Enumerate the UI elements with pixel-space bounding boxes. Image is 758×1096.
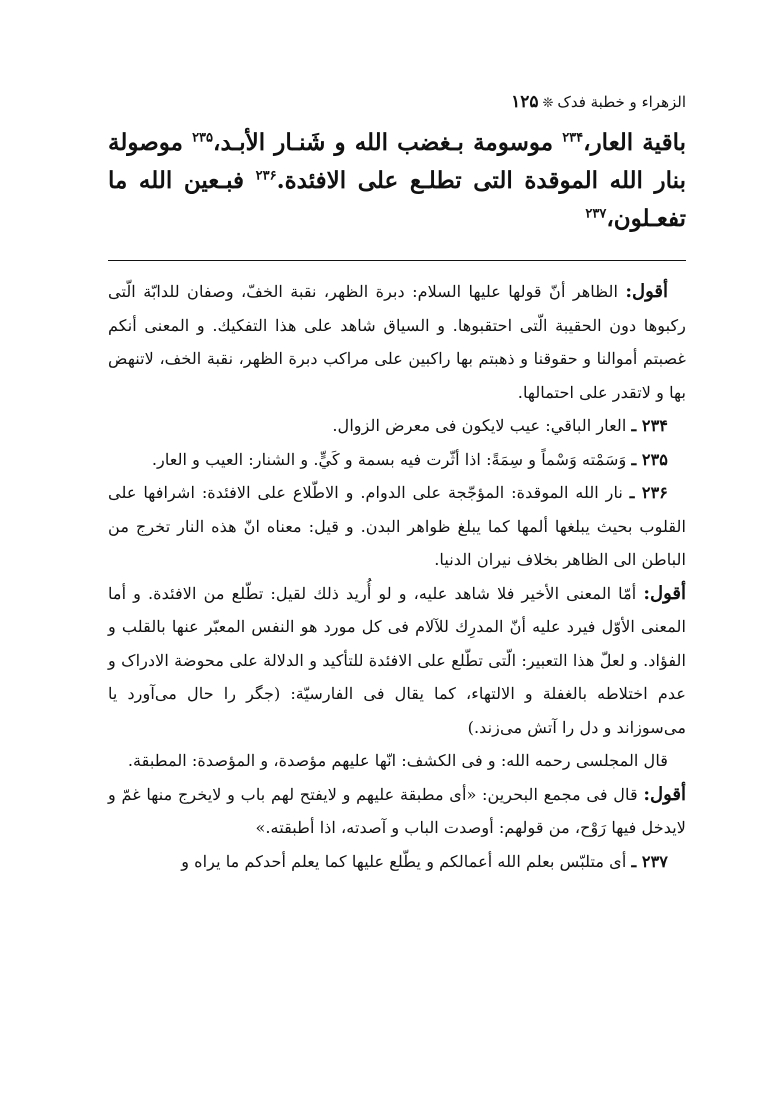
book-page (108, 92, 686, 878)
note-paragraph (108, 744, 686, 778)
note-keyword: أقول: (643, 783, 686, 805)
note-paragraph (108, 476, 686, 577)
note-number: ۲۳۵ ـ (631, 449, 668, 469)
note-paragraph (108, 443, 686, 477)
note-paragraph (108, 577, 686, 745)
running-header (108, 92, 686, 116)
note-text: أمّا المعنى الأخير فلا شاهد عليه، و لو أُريد ذلك لقيل: تطّلع من الافئدة. و أما المعنى الأوّل فيرد عليه أنّ المدرِك للآلام فى كل مورد هو النفس المعبّر عنها بالقلب و الفؤاد. و لعلّ هذا التعبير: الّتى تطّلع على الافئدة للتأكيد و الدلالة على محوضة الادراک و عدم اختلاطه بالغفلة و الالتهاء، كما يقال فى الفارسيّة: (جگر را حال مى‌آورد يا مى‌سوزاند و دل را آتش مى‌زند.) (108, 583, 686, 737)
footnote-divider (108, 260, 686, 261)
note-keyword: أقول: (625, 281, 668, 302)
page-number: ۱۲۵ (511, 92, 539, 112)
note-text: قال فى مجمع البحرين: «أى مطبقة عليهم و لايفتح لهم باب و لايخرج منها غمّ و لايدخل فيها رَوْح، من قولهم: أوصدت الباب و آصدته، اذا أطبقته.» (108, 784, 686, 837)
note-keyword: أقول: (643, 582, 686, 604)
note-text: وَسَمْته وَسْماً و سِمَةً: اذا أثّرت فيه بسمة و كَيٍّ. و الشنار: العيب و العار. (151, 449, 627, 469)
main-text-segment: موصولة بنار الله الموقدة التى تطلـع على الافئدة. (108, 129, 686, 194)
book-title: الزهراء و خطبة فدک (557, 93, 686, 111)
footnote-ref: ۲۳۵ (192, 130, 214, 146)
main-text-segment: فبـعين الله ما تفعـلون، (108, 167, 686, 232)
main-text-segment: باقية العار، (583, 129, 686, 156)
main-text (108, 124, 686, 238)
note-text: الظاهر أنّ قولها عليها السلام: دبرة الظهر، نقبة الخفّ، وصفان للدابّة الّتى ركبوها دون الحقيبة الّتى احتقبوها. و السياق شاهد على هذا التفكيك. و المعنى أنكم غصبتم أموالنا و حقوقنا و ذهبتم بها راكبين على مراكب دبرة الظهر، نقبة الخف، لاتنهض بها و لاتقدر على احتمالها. (108, 282, 686, 402)
note-number: ۲۳۶ ـ (629, 483, 668, 502)
note-text: نار الله الموقدة: المؤجّجة على الدوام. و الاطّلاع على الافئدة: اشرافها على القلوب بحيث يبلغها ألمها كما يبلغ ظواهر البدن. و قيل: معناه انّ هذه النار تخرج من الباطن الى الظاهر بخلاف نيران الدنيا. (108, 483, 686, 569)
note-text: أى متلبّس بعلم الله أعمالكم و يطّلع عليها كما يعلم أحدكم ما يراه و (181, 851, 627, 871)
footnotes (108, 275, 686, 878)
footnote-ref: ۲۳۶ (255, 168, 277, 184)
separator-ornament: ❊ (542, 96, 554, 111)
note-paragraph (108, 409, 686, 443)
footnote-ref: ۲۳۷ (585, 206, 607, 222)
note-paragraph (108, 845, 686, 879)
main-text-segment: موسومة بـغضب الله و شَنـار الأبـد، (213, 129, 554, 156)
note-number: ۲۳۷ ـ (631, 851, 668, 871)
note-text: قال المجلسى رحمه الله: و فى الكشف: انّها عليهم مؤصدة، و المؤصدة: المطبقة. (127, 751, 668, 770)
note-paragraph (108, 275, 686, 409)
footnote-ref: ۲۳۴ (562, 130, 584, 146)
note-number: ۲۳۴ ـ (631, 416, 668, 435)
note-paragraph (108, 778, 686, 845)
note-text: العار الباقي: عيب لايكون فى معرض الزوال. (332, 416, 627, 435)
